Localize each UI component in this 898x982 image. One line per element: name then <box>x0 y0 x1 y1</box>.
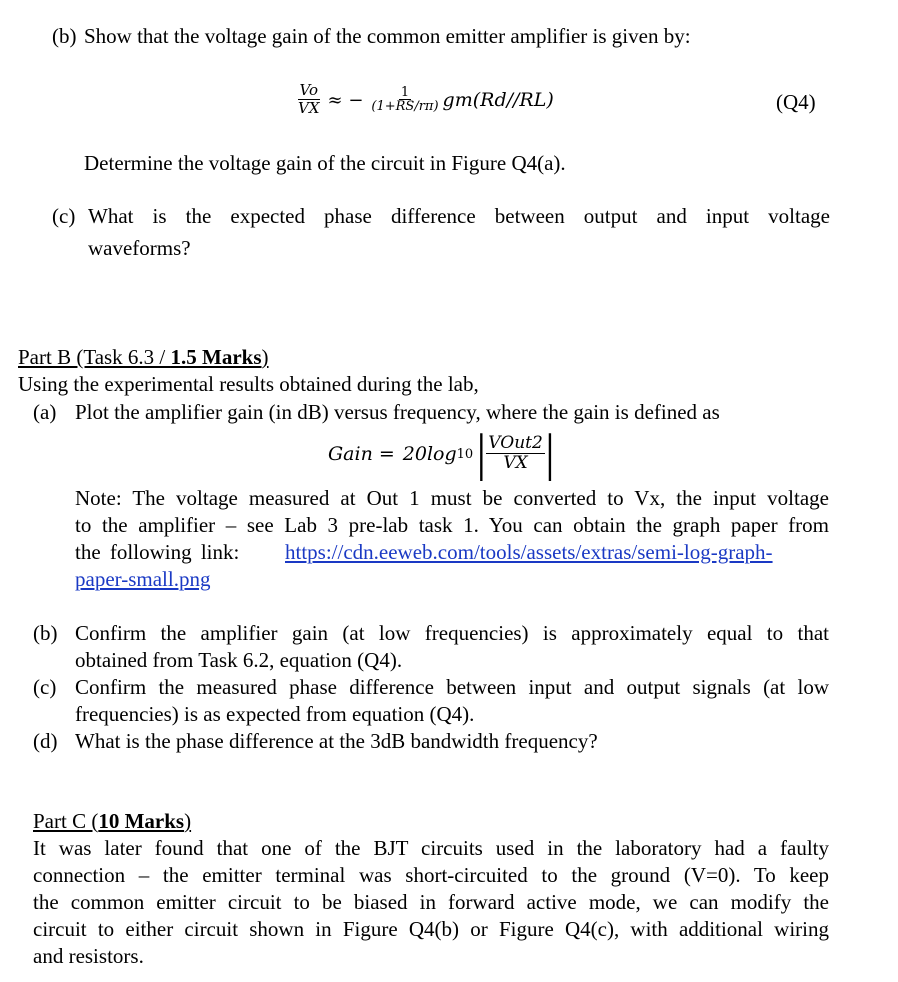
note-line2: to the amplifier – see Lab 3 pre-lab task 1. You can obtain the graph paper from <box>75 513 829 537</box>
gain-equation: Gain = 20log 10 | $\frac{\text{VOut2}}{VX}$ | <box>328 426 555 482</box>
part-b-b-line2: obtained from Task 6.2, equation (Q4). <box>75 648 403 672</box>
part-c-heading-prefix: Part C ( <box>33 809 99 833</box>
part-c-line3: the common emitter circuit to be biased in forward active mode, we can modify the <box>33 890 829 914</box>
part-b-c-line1: Confirm the measured phase difference between input and output signals (at low <box>75 675 829 699</box>
part-b-label-c: (c) <box>33 675 57 699</box>
part-c-marks: 10 Marks <box>98 809 185 833</box>
equation-q4 <box>296 74 554 126</box>
eq-rhs: gm(Rd//RL) <box>442 89 554 111</box>
part-b-b-line1: Confirm the amplifier gain (at low frequencies) is approximately equal to that <box>75 621 829 645</box>
gain-eq-lhs: Gain = <box>328 443 395 465</box>
part-b-a-text: Plot the amplifier gain (in dB) versus frequency, where the gain is defined as <box>75 400 720 424</box>
eq-fraction-denominator: (1+RS/rπ) <box>371 99 439 115</box>
gain-eq-denominator: VX <box>503 453 528 474</box>
part-b-label-d: (d) <box>33 729 58 753</box>
eq-lhs-numerator: Vo <box>299 81 318 100</box>
question-b-text: Show that the voltage gain of the common emitter amplifier is given by: <box>84 24 691 48</box>
gain-eq-numerator: VOut2 <box>488 433 543 454</box>
eq-lhs-denominator: VX <box>298 99 320 118</box>
part-b-marks: 1.5 Marks <box>170 345 262 369</box>
part-c-heading-suffix: ) <box>184 809 192 833</box>
part-b-c-line2: frequencies) is as expected from equation (Q4). <box>75 702 475 726</box>
part-b-intro: Using the experimental results obtained during the lab, <box>18 372 479 396</box>
item-label-b: (b) <box>52 24 77 48</box>
item-label-c: (c) <box>52 204 76 228</box>
gain-eq-sub: 10 <box>456 446 474 462</box>
part-b-heading-prefix: Part B (Task 6.3 / <box>18 345 171 369</box>
part-c-heading <box>33 809 191 834</box>
note-line3-prefix: the following link: <box>75 540 240 564</box>
eq-fraction-numerator: 1 <box>400 84 410 100</box>
part-c-line5: and resistors. <box>33 944 144 968</box>
note-line1: Note: The voltage measured at Out 1 must be converted to Vx, the input voltage <box>75 486 829 510</box>
part-c-line2: connection – the emitter terminal was short-circuited to the ground (V=0). To keep <box>33 863 829 887</box>
determine-text: Determine the voltage gain of the circuit in Figure Q4(a). <box>84 151 566 175</box>
eq-approx-sign: ≈ − <box>327 89 364 111</box>
part-c-line4: circuit to either circuit shown in Figure Q4(b) or Figure Q4(c), with additional wiring <box>33 917 829 941</box>
question-c-line1: What is the expected phase difference between output and input voltage <box>88 204 830 228</box>
graph-paper-link-continued[interactable]: paper-small.png <box>75 567 211 591</box>
part-b-d-text: What is the phase difference at the 3dB bandwidth frequency? <box>75 729 598 753</box>
equation-tag-q4: (Q4) <box>776 90 816 114</box>
part-b-heading <box>18 345 269 370</box>
gain-eq-func: 20log <box>402 443 457 465</box>
part-b-label-b: (b) <box>33 621 58 645</box>
part-b-label-a: (a) <box>33 400 57 424</box>
part-c-line1: It was later found that one of the BJT circuits used in the laboratory had a faulty <box>33 836 829 860</box>
part-b-heading-suffix: ) <box>261 345 269 369</box>
graph-paper-link[interactable]: https://cdn.eeweb.com/tools/assets/extras/semi-log-graph- <box>285 540 773 564</box>
question-c-line2: waveforms? <box>88 236 191 260</box>
